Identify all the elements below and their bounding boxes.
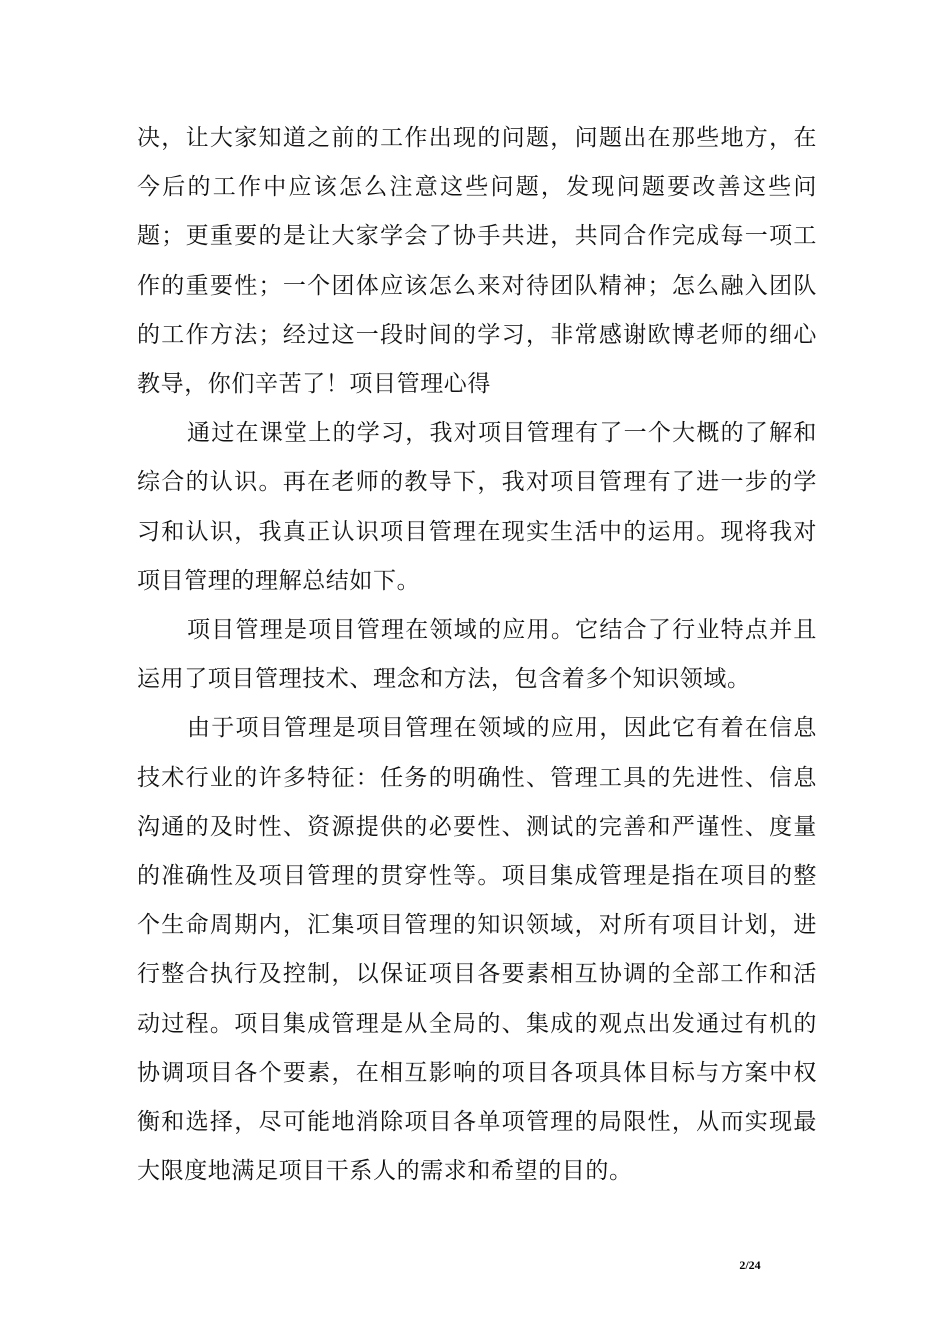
paragraph-3: 项目管理是项目管理在领域的应用。它结合了行业特点并且运用了项目管理技术、理念和方法，包含着多个知识领域。 bbox=[137, 617, 817, 693]
page-number: 2/24 bbox=[739, 1258, 761, 1272]
paragraph-2: 通过在课堂上的学习，我对项目管理有了一个大概的了解和综合的认识。再在老师的教导下，我对项目管理有了进一步的学习和认识，我真正认识项目管理在现实生活中的运用。现将我对项目管理的理解总结如下。 bbox=[137, 420, 817, 594]
paragraph-4: 由于项目管理是项目管理在领域的应用，因此它有着在信息技术行业的许多特征：任务的明确性、管理工具的先进性、信息沟通的及时性、资源提供的必要性、测试的完善和严谨性、度量的准确性及项目管理的贯穿性等。项目集成管理是指在项目的整个生命周期内，汇集项目管理的知识领域，对所有项目计划，进行整合执行及控制，以保证项目各要素相互协调的全部工作和活动过程。项目集成管理是从全局的、集成的观点出发通过有机的协调项目各个要素，在相互影响的项目各项具体目标与方案中权衡和选择，尽可能地消除项目各单项管理的局限性，从而实现最大限度地满足项目干系人的需求和希望的目的。 bbox=[137, 715, 817, 1185]
paragraph-1: 决，让大家知道之前的工作出现的问题，问题出在那些地方，在今后的工作中应该怎么注意这些问题，发现问题要改善这些问题；更重要的是让大家学会了协手共进，共同合作完成每一项工作的重要性；一个团体应该怎么来对待团队精神；怎么融入团队的工作方法；经过这一段时间的学习，非常感谢欧博老师的细心教导，你们辛苦了！项目管理心得 bbox=[137, 125, 817, 398]
document-body bbox=[137, 114, 817, 1196]
